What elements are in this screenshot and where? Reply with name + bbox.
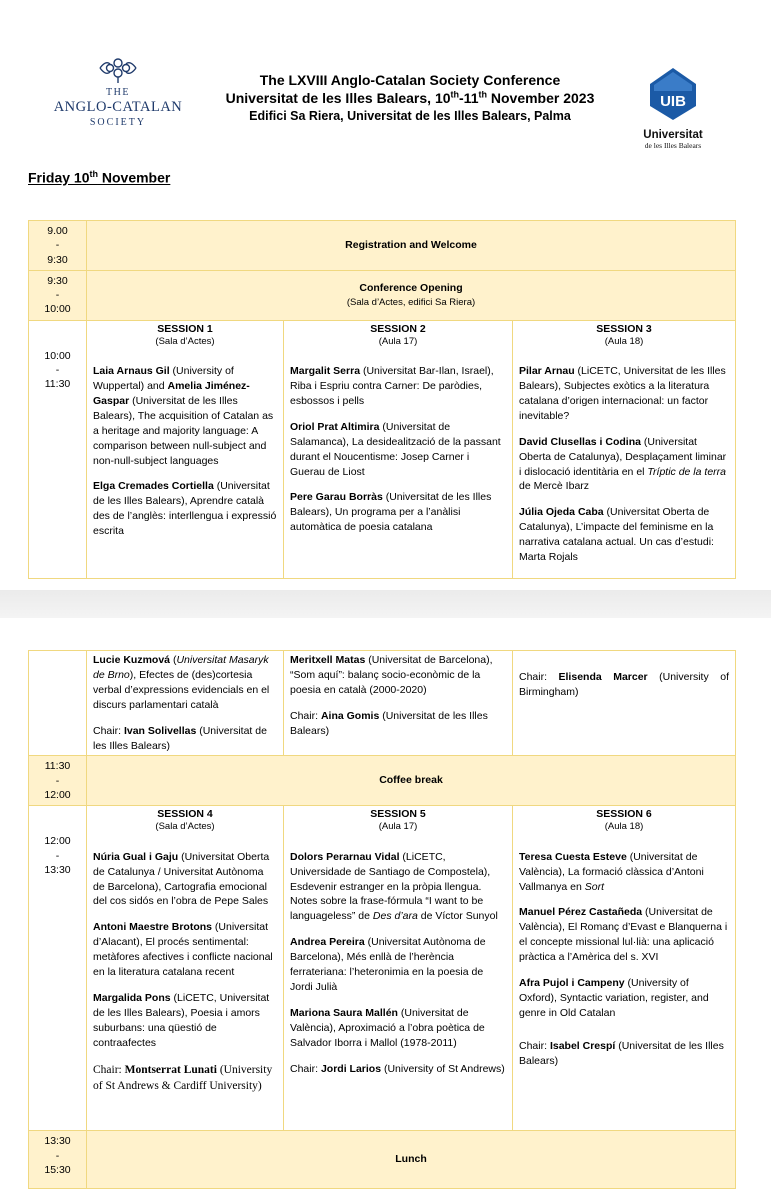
conference-dates: [200, 89, 620, 107]
logo-line-anglo-catalan: ANGLO-CATALAN: [53, 99, 183, 116]
session-title: SESSION 5: [370, 808, 426, 821]
session-4-cell: [87, 806, 284, 1131]
conference-venue: Edifici Sa Riera, Universitat de les Illes Balears, Palma: [249, 108, 571, 123]
talk-entry: [93, 991, 277, 1051]
session-chair: [290, 709, 506, 739]
schedule-table-part-1: [28, 220, 736, 579]
chair-affiliation: (Universitat de les Illes Balears): [93, 724, 267, 752]
chair-name: Aina Gomis: [320, 709, 380, 722]
talk-text: de Víctor Sunyol: [417, 910, 498, 923]
speaker-name: Oriol Prat Altimira: [290, 420, 380, 433]
speaker-name: Meritxell Matas: [290, 654, 366, 666]
time-start: 9.00: [47, 225, 68, 237]
talk-text: (University of Wuppertal) and: [93, 365, 234, 392]
session-room: (Aula 18): [604, 821, 644, 833]
talk-text: (Universitat de València), La formació clàssica d’Antoni Vallmanya en: [519, 850, 704, 893]
time-separator: -: [55, 774, 60, 787]
speaker-name: Júlia Ojeda Caba: [519, 506, 604, 519]
talk-entry: [290, 1006, 506, 1051]
time-separator: -: [55, 363, 60, 376]
session-room: (Aula 17): [378, 335, 418, 347]
session-chair: [519, 670, 729, 700]
talk-entry: [519, 364, 729, 424]
day-sup: th: [89, 169, 98, 179]
chair-affiliation: (University of St Andrews): [381, 1062, 505, 1075]
time-cell: [29, 806, 87, 1131]
speaker-name: Dolors Perarnau Vidal: [290, 850, 400, 863]
session-2-cell: [284, 320, 513, 578]
session-title: SESSION 2: [370, 322, 426, 335]
chair-label: Chair:: [290, 709, 321, 722]
speaker-name: Lucie Kuzmová: [93, 654, 171, 666]
time-start: 11:30: [44, 760, 71, 773]
time-cell: [29, 1131, 87, 1189]
dates-part: -11: [459, 90, 479, 107]
speaker-name: Afra Pujol i Campeny: [519, 977, 625, 990]
session-title: SESSION 1: [157, 322, 213, 335]
talk-text: (LiCETC, Universitat de les Illes Balears), Subjectes exòtics a la literatura catalana d’origen internacional: un factor inevitable?: [519, 365, 726, 422]
page-2: [0, 618, 771, 1200]
opening-location: (Sala d’Actes, edifici Sa Riera): [346, 296, 476, 308]
talk-text: (Universitat de València), Aproximació a l’obra poètica de Salvador Iborra i Mallol (1978-2011): [290, 1006, 485, 1049]
talk-text: (LiCETC, Universitat de les Illes Balears), Poesia i amors suburbans: una qüestió de contraafectes: [93, 991, 270, 1049]
time-end: 11:30: [44, 378, 71, 391]
talk-text: (Universitat Oberta de Catalunya), Desplaçament liminar i dislocació identitària en el: [519, 435, 727, 478]
opening-title: Conference Opening: [359, 282, 463, 294]
table-row: [29, 756, 736, 806]
session-room: (Aula 18): [604, 335, 644, 347]
day-heading: [28, 168, 170, 189]
speaker-name: Margalida Pons: [93, 991, 171, 1004]
affiliation: Universitat Masaryk de Brno: [93, 654, 269, 681]
talk-text: (Universitat de València), El Romanç d’Evast e Blanquerna i el concepte missional lul·lià: una aplicació pràctica a l’Amèrica del s. XVI: [519, 906, 728, 964]
session-chair: [93, 724, 277, 754]
conference-title: The LXVIII Anglo-Catalan Society Conference: [259, 72, 561, 88]
speaker-name: Mariona Saura Mallén: [290, 1006, 398, 1019]
time-cell: [29, 270, 87, 320]
dates-part: Universitat de les Illes Balears, 10: [225, 90, 451, 107]
time-start: 9:30: [47, 274, 68, 287]
speaker-name: Margalit Serra: [290, 365, 361, 378]
talk-entry: [93, 920, 277, 980]
time-separator: -: [55, 849, 60, 862]
uib-badge-text: UIB: [660, 93, 686, 110]
talk-entry: [290, 653, 506, 698]
spacer: [519, 653, 729, 667]
speaker-name: Pilar Arnau: [519, 365, 575, 378]
registration-title: Registration and Welcome: [345, 238, 477, 251]
session-chair: [93, 1062, 277, 1095]
chair-affiliation: (Universitat de les Illes Balears): [519, 1039, 724, 1067]
table-row: [29, 651, 736, 756]
page-1: [0, 0, 771, 590]
session-3-cell: [513, 320, 736, 578]
talk-text: (Universitat Bar-Ilan, Israel), Riba i Espriu contra Carner: De paròdies, esbossos i pells: [290, 365, 494, 407]
talk-text: (Universitat Oberta de Catalunya), L’impacte del feminisme en la narrativa catalana actual. Un cas d’estudi: Marta Rojals: [519, 506, 714, 564]
talk-text: ), Efectes de (des)cortesia verbal d’expressions evidencials en el discurs parlamentari català: [93, 668, 270, 711]
session-room: (Aula 17): [378, 821, 418, 833]
schedule-table-part-2: [28, 650, 736, 1189]
uib-subname: de les Illes Balears: [644, 140, 702, 150]
talk-entry: [519, 435, 729, 495]
time-end: 10:00: [44, 303, 71, 316]
talk-text: (Universitat de Salamanca), La desidealització de la passant durant el Noucentisme: Josep Carner i Guerau de Liost: [290, 420, 501, 478]
table-row: [29, 806, 736, 1131]
speaker-name: Núria Gual i Gaju: [93, 850, 179, 863]
speaker-name: Teresa Cuesta Esteve: [519, 850, 627, 863]
talk-text: (Universitat Oberta de Catalunya / Universitat Autònoma de Barcelona), Cartografia emocional del cos sidós en l’obra de Pepe Sales: [93, 850, 270, 908]
chair-name: Jordi Larios: [320, 1062, 382, 1075]
talk-entry: [519, 905, 729, 965]
coffee-break-cell: [87, 756, 736, 806]
time-end: 9:30: [47, 253, 68, 266]
talk-entry: [290, 490, 506, 535]
chair-label: Chair:: [519, 1039, 550, 1052]
lunch-cell: [87, 1131, 736, 1189]
talk-entry: [290, 364, 506, 409]
talk-entry: [93, 479, 277, 539]
day-label: Friday 10: [28, 169, 90, 186]
chair-affiliation: (University of Birmingham): [519, 671, 729, 698]
opening-cell: [87, 270, 736, 320]
logo-line-the: THE: [106, 87, 130, 98]
logo-line-society: SOCIETY: [89, 117, 147, 129]
time-cell: [29, 320, 87, 578]
speaker-name: Elga Cremades Cortiella: [93, 480, 214, 493]
speaker-name: Pere Garau Borràs: [290, 491, 383, 504]
table-row: [29, 1131, 736, 1189]
time-separator: -: [55, 1149, 60, 1162]
uib-name: Universitat: [643, 128, 703, 141]
talk-entry: [519, 976, 729, 1021]
session-chair: [290, 1062, 506, 1077]
talk-entry: [93, 653, 277, 713]
speaker-name: Andrea Pereira: [290, 936, 365, 949]
chair-label: Chair:: [93, 724, 124, 737]
time-cell: [29, 756, 87, 806]
society-emblem-icon: [96, 54, 140, 84]
speaker-name: Amelia Jiménez-Gaspar: [93, 379, 250, 407]
talk-text: (Universitat de les Illes Balears), The acquisition of Catalan as a heritage and majority language: A comparison between null-subject and non-null-subject languages: [93, 394, 274, 467]
time-separator: -: [55, 289, 60, 302]
talk-text: de Mercè Ibarz: [519, 480, 590, 493]
time-cell: [29, 651, 87, 756]
session-6-cell: [513, 806, 736, 1131]
speaker-name: Manuel Pérez Castañeda: [519, 906, 643, 919]
talk-entry: [290, 850, 506, 925]
session-room: (Sala d’Actes): [155, 821, 215, 833]
talk-text: (Universitat de les Illes Balears), Aprendre català des de l’anglès: interllengua i expressió escrita: [93, 480, 277, 538]
dates-sup: th: [450, 89, 460, 100]
chair-label: Chair:: [290, 1062, 321, 1075]
session-1-continued-cell: [87, 651, 284, 756]
session-1-cell: [87, 320, 284, 578]
talk-text: (Universitat Autònoma de Barcelona), Més enllà de l’herència ferrateriana: l’heteronimia en la poesia de Jordi Julià: [290, 936, 486, 993]
chair-affiliation: (University of St Andrews & Cardiff University): [93, 1063, 273, 1092]
talk-entry: [519, 850, 729, 895]
time-cell: [29, 221, 87, 271]
talk-entry: [519, 505, 729, 565]
chair-name: Ivan Solivellas: [123, 724, 197, 737]
time-start: 13:30: [44, 1135, 71, 1148]
speaker-name: Antoni Maestre Brotons: [93, 921, 213, 934]
speaker-name: David Clusellas i Codina: [519, 435, 641, 448]
chair-label: Chair:: [93, 1063, 125, 1076]
work-title: Sort: [584, 880, 605, 893]
work-title: Tríptic de la terra: [647, 465, 726, 478]
coffee-break-title: Coffee break: [379, 774, 443, 787]
session-2-continued-cell: [284, 651, 513, 756]
speaker-name: Laia Arnaus Gil: [93, 365, 170, 378]
table-row: [29, 270, 736, 320]
talk-text: (: [170, 654, 177, 666]
talk-text: (Universitat d’Alacant), El procés sentimental: metàfores afectives i conflicte nacional en la literatura catalana recent: [93, 921, 273, 979]
session-title: SESSION 3: [596, 322, 652, 335]
time-end: 12:00: [44, 788, 71, 801]
chair-affiliation: (Universitat de les Illes Balears): [290, 709, 488, 737]
talk-entry: [290, 420, 506, 480]
session-chair: [519, 1039, 729, 1069]
time-start: 10:00: [44, 349, 71, 362]
talk-text: (LiCETC, Universidade de Santiago de Compostela), Esdevenir estranger en la pròpia llengua. Notes sobre la frase-fórmula “I want to be languageless” de: [290, 850, 491, 923]
session-title: SESSION 6: [596, 808, 652, 821]
time-end: 13:30: [44, 863, 71, 876]
registration-cell: [87, 221, 736, 271]
chair-name: Montserrat Lunati: [124, 1063, 217, 1076]
talk-text: (University of Oxford), Syntactic variation, register, and genre in Old Catalan: [519, 977, 709, 1019]
time-end: 15:30: [44, 1163, 71, 1176]
session-5-cell: [284, 806, 513, 1131]
session-3-continued-cell: [513, 651, 736, 756]
talk-text: (Universitat de les Illes Balears), Un programa per a l’anàlisi automàtica de poesia catalana: [290, 491, 492, 534]
time-separator: -: [55, 239, 60, 252]
lunch-title: Lunch: [395, 1153, 427, 1166]
session-room: (Sala d’Actes): [155, 335, 215, 347]
work-title: Des d’ara: [372, 910, 418, 923]
table-row: [29, 221, 736, 271]
dates-part: November 2023: [486, 90, 595, 107]
dates-sup: th: [478, 89, 487, 100]
talk-text: (Universitat de Barcelona), “Som aquí”: balanç socio-econòmic de la poesia en català (2000-2020): [290, 654, 493, 696]
chair-label: Chair:: [519, 671, 559, 683]
time-start: 12:00: [44, 835, 71, 848]
talk-entry: [93, 850, 277, 910]
day-rest: November: [97, 169, 171, 186]
session-title: SESSION 4: [157, 808, 213, 821]
uib-logo: [628, 66, 718, 150]
page-gap: [0, 590, 771, 618]
talk-entry: [93, 364, 277, 468]
chair-name: Elisenda Marcer: [558, 671, 648, 683]
uib-shield-icon: [646, 66, 700, 122]
talk-entry: [290, 935, 506, 995]
conference-header: [200, 71, 620, 125]
chair-name: Isabel Crespí: [549, 1039, 616, 1052]
table-row: [29, 320, 736, 578]
anglo-catalan-society-logo: [48, 54, 188, 130]
